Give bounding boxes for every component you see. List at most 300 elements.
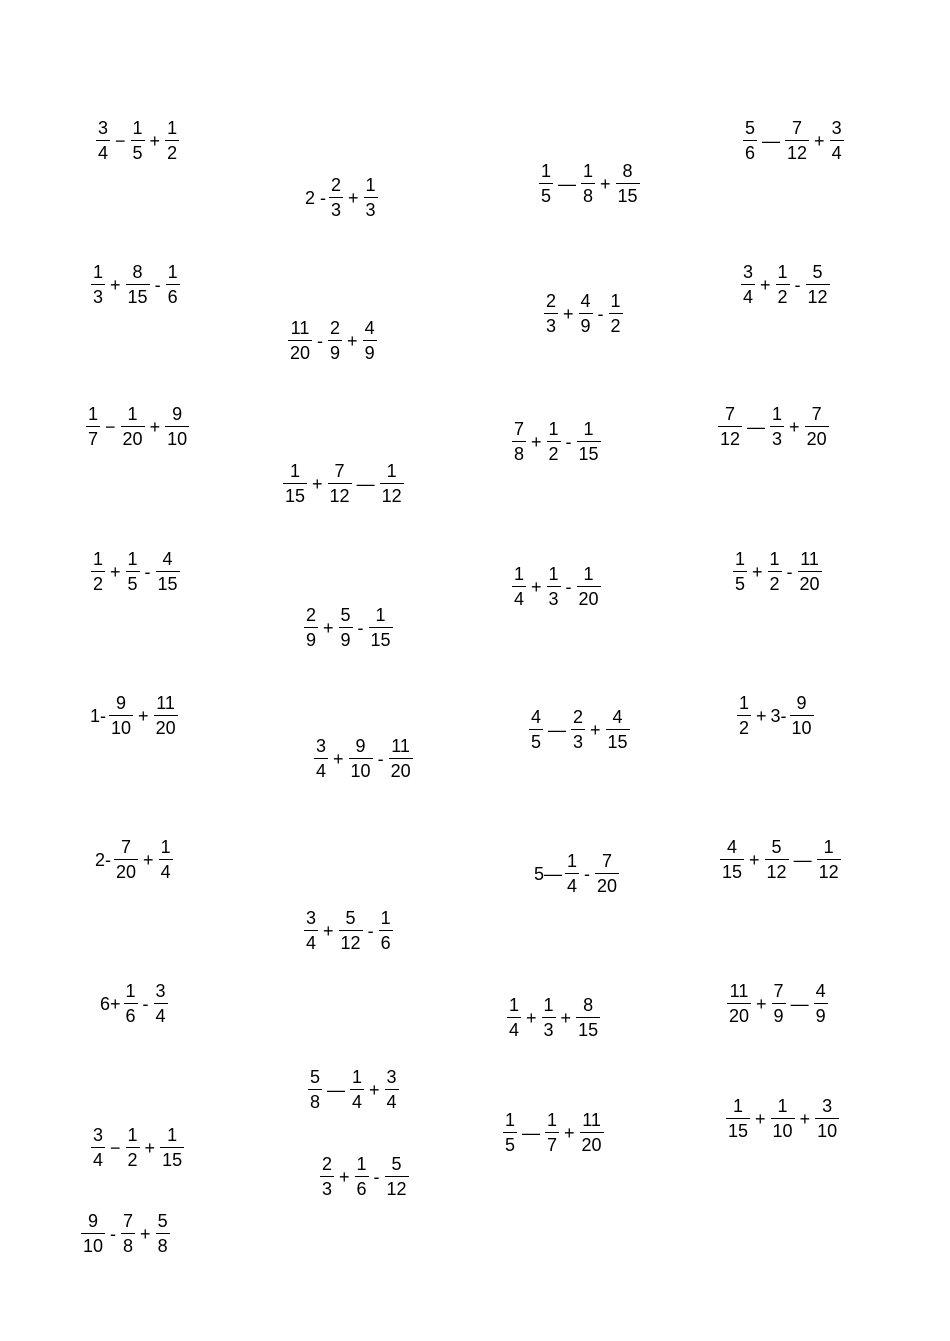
numerator: 8 (622, 161, 633, 181)
denominator: 20 (114, 859, 138, 881)
operator: + (789, 416, 800, 437)
problem-27 (505, 996, 602, 1039)
denominator: 4 (159, 859, 173, 881)
denominator: 4 (314, 758, 328, 780)
fraction (606, 708, 630, 751)
problem-32 (318, 1155, 411, 1198)
denominator: 3 (544, 313, 558, 335)
fraction (355, 1155, 369, 1198)
numerator: 1 (823, 837, 834, 857)
fraction (121, 1212, 135, 1255)
operator: - (367, 920, 374, 941)
operator: − (110, 1137, 121, 1158)
denominator: 8 (121, 1233, 135, 1255)
fraction (166, 263, 180, 306)
fraction (770, 405, 784, 448)
problem-31 (89, 1126, 186, 1169)
numerator: 5 (345, 908, 356, 928)
fraction (385, 1068, 399, 1111)
fraction (577, 565, 601, 608)
numerator: 1 (610, 291, 621, 311)
fraction (577, 420, 601, 463)
operator: - (154, 274, 161, 295)
denominator: 8 (156, 1233, 170, 1255)
problem-28 (306, 1068, 401, 1111)
denominator: 20 (154, 715, 178, 737)
numerator: 2 (546, 291, 557, 311)
numerator: 1 (125, 981, 136, 1001)
denominator: 5 (131, 140, 145, 162)
operator: + (143, 849, 154, 870)
denominator: 10 (815, 1118, 839, 1140)
numerator: 7 (514, 419, 525, 439)
operator: + (756, 993, 767, 1014)
denominator: 6 (355, 1176, 369, 1198)
operator: + (600, 173, 611, 194)
denominator: 20 (121, 426, 145, 448)
fraction (385, 1155, 409, 1198)
fraction (576, 996, 600, 1039)
operator: + (814, 130, 825, 151)
fraction (156, 1212, 170, 1255)
numerator: 2 (306, 605, 317, 625)
fraction (512, 565, 526, 608)
fraction (379, 909, 393, 952)
denominator: 3 (364, 197, 378, 219)
numerator: 5 (812, 262, 823, 282)
operator: - (786, 561, 793, 582)
fraction (579, 292, 593, 335)
problem-21 (94, 838, 175, 881)
operator: − (105, 416, 116, 437)
numerator: 1 (772, 404, 783, 424)
numerator: 9 (796, 693, 807, 713)
operator: - (597, 303, 604, 324)
numerator: 2 (330, 318, 341, 338)
fraction (544, 292, 558, 335)
operator: — (522, 1122, 541, 1143)
problem-11 (510, 420, 603, 463)
numerator: 3 (822, 1096, 833, 1116)
whole-number: 3- (770, 705, 787, 726)
numerator: 1 (132, 118, 143, 138)
operator: — (762, 130, 781, 151)
fraction (389, 737, 413, 780)
denominator: 10 (165, 426, 189, 448)
fraction (790, 694, 814, 737)
numerator: 1 (160, 837, 171, 857)
numerator: 1 (167, 118, 178, 138)
denominator: 15 (283, 483, 307, 505)
fraction (91, 263, 105, 306)
numerator: 1 (127, 1125, 138, 1145)
fraction (785, 119, 809, 162)
fraction (350, 1068, 364, 1111)
fraction (737, 694, 751, 737)
fraction (727, 982, 751, 1025)
whole-number: 5— (534, 863, 563, 884)
denominator: 3 (547, 586, 561, 608)
fraction (814, 982, 828, 1025)
fraction (364, 176, 378, 219)
denominator: 20 (595, 873, 619, 895)
fraction (328, 319, 342, 362)
problem-14 (302, 606, 395, 649)
operator: + (144, 1137, 156, 1158)
denominator: 12 (328, 483, 352, 505)
operator: — (790, 993, 809, 1014)
numerator: 11 (582, 1110, 601, 1130)
numerator: 2 (322, 1154, 333, 1174)
denominator: 2 (547, 441, 561, 463)
numerator: 1 (583, 161, 594, 181)
fraction (314, 737, 328, 780)
denominator: 8 (581, 183, 595, 205)
denominator: 9 (328, 340, 342, 362)
denominator: 10 (349, 758, 373, 780)
denominator: 20 (389, 758, 413, 780)
denominator: 12 (385, 1176, 409, 1198)
problem-5 (89, 263, 182, 306)
operator: - (142, 993, 149, 1014)
numerator: 5 (340, 605, 351, 625)
operator: + (347, 330, 358, 351)
fraction (743, 119, 757, 162)
denominator: 7 (86, 426, 100, 448)
fraction (288, 319, 312, 362)
whole-number: 1- (90, 705, 107, 726)
whole-number: 6+ (100, 993, 121, 1014)
fraction (320, 1155, 334, 1198)
fraction (363, 319, 377, 362)
numerator: 5 (391, 1154, 402, 1174)
numerator: 1 (547, 1110, 558, 1130)
operator: + (531, 576, 542, 597)
numerator: 1 (514, 564, 525, 584)
operator: - (565, 431, 572, 452)
denominator: 20 (288, 340, 312, 362)
problem-3 (537, 162, 642, 205)
operator: + (560, 1007, 572, 1028)
numerator: 7 (792, 118, 803, 138)
fraction (126, 263, 150, 306)
denominator: 12 (718, 426, 742, 448)
fraction (86, 405, 100, 448)
numerator: 1 (88, 404, 99, 424)
numerator: 7 (811, 404, 822, 424)
denominator: 12 (806, 284, 830, 306)
problem-26 (725, 982, 830, 1025)
fraction (512, 420, 526, 463)
operator: + (110, 561, 121, 582)
fraction (718, 405, 742, 448)
numerator: 1 (583, 564, 594, 584)
whole-number: 2- (95, 849, 112, 870)
operator: + (755, 1108, 766, 1129)
problem-4 (741, 119, 846, 162)
operator: - (373, 1166, 380, 1187)
numerator: 1 (93, 262, 104, 282)
fraction (609, 292, 623, 335)
denominator: 15 (369, 627, 393, 649)
numerator: 1 (583, 419, 594, 439)
fraction (339, 909, 363, 952)
fraction (154, 694, 178, 737)
problem-22 (533, 852, 621, 895)
denominator: 2 (776, 284, 790, 306)
fraction (772, 982, 786, 1025)
numerator: 7 (725, 404, 736, 424)
operator: — (558, 173, 577, 194)
fraction (529, 708, 543, 751)
numerator: 11 (800, 549, 819, 569)
problem-7 (542, 292, 625, 335)
fraction (616, 162, 640, 205)
numerator: 11 (729, 981, 749, 1001)
numerator: 4 (580, 291, 591, 311)
denominator: 20 (727, 1003, 751, 1025)
numerator: 11 (290, 318, 310, 338)
denominator: 12 (380, 483, 404, 505)
operator: - (377, 748, 384, 769)
numerator: 5 (771, 837, 782, 857)
denominator: 3 (329, 197, 343, 219)
denominator: 3 (770, 426, 784, 448)
problem-19 (527, 708, 632, 751)
fraction (114, 838, 138, 881)
fraction (507, 996, 521, 1039)
numerator: 1 (733, 1096, 744, 1116)
numerator: 1 (739, 693, 750, 713)
fraction (539, 162, 553, 205)
numerator: 7 (121, 837, 132, 857)
denominator: 20 (798, 571, 822, 593)
denominator: 12 (785, 140, 809, 162)
denominator: 4 (385, 1089, 399, 1111)
fraction (581, 162, 595, 205)
fraction (349, 737, 373, 780)
numerator: 3 (155, 981, 166, 1001)
denominator: 9 (814, 1003, 828, 1025)
denominator: 4 (741, 284, 755, 306)
fraction (545, 1111, 559, 1154)
denominator: 20 (805, 426, 829, 448)
operator: + (348, 187, 359, 208)
denominator: 15 (577, 441, 601, 463)
fraction (124, 982, 138, 1025)
numerator: 5 (157, 1211, 168, 1231)
fraction (154, 982, 168, 1025)
fraction (805, 405, 829, 448)
numerator: 7 (123, 1211, 134, 1231)
operator: — (327, 1079, 346, 1100)
operator: + (526, 1007, 537, 1028)
numerator: 1 (543, 995, 554, 1015)
numerator: 1 (167, 1125, 178, 1145)
problem-12 (716, 405, 831, 448)
operator: + (531, 431, 542, 452)
denominator: 4 (512, 586, 526, 608)
operator: - (317, 330, 324, 351)
numerator: 8 (132, 262, 143, 282)
numerator: 3 (316, 736, 327, 756)
fraction (126, 1126, 140, 1169)
fraction (339, 606, 353, 649)
numerator: 2 (331, 175, 342, 195)
fraction (121, 405, 145, 448)
fraction (159, 838, 173, 881)
operator: — (747, 416, 766, 437)
fraction (96, 119, 110, 162)
numerator: 1 (375, 605, 386, 625)
denominator: 7 (545, 1132, 559, 1154)
denominator: 12 (817, 859, 841, 881)
denominator: 4 (565, 873, 579, 895)
operator: + (590, 719, 601, 740)
numerator: 7 (334, 461, 345, 481)
numerator: 1 (777, 262, 788, 282)
denominator: 15 (576, 1017, 600, 1039)
numerator: 4 (815, 981, 826, 1001)
problem-17 (89, 694, 180, 737)
numerator: 1 (127, 549, 138, 569)
fraction (771, 1097, 795, 1140)
denominator: 4 (91, 1147, 105, 1169)
fraction (765, 838, 789, 881)
fraction (830, 119, 844, 162)
operator: - (565, 576, 572, 597)
problem-9 (84, 405, 191, 448)
numerator: 3 (93, 1125, 104, 1145)
numerator: 1 (386, 461, 397, 481)
fraction (733, 550, 747, 593)
problem-2 (304, 176, 380, 219)
fraction (817, 838, 841, 881)
numerator: 1 (509, 995, 520, 1015)
denominator: 4 (830, 140, 844, 162)
denominator: 4 (96, 140, 110, 162)
fraction (160, 1126, 184, 1169)
denominator: 8 (308, 1089, 322, 1111)
problem-16 (731, 550, 824, 593)
denominator: 4 (154, 1003, 168, 1025)
denominator: 6 (166, 284, 180, 306)
numerator: 1 (167, 262, 178, 282)
denominator: 2 (768, 571, 782, 593)
operator: − (115, 130, 126, 151)
operator: + (149, 416, 161, 437)
fraction (503, 1111, 517, 1154)
numerator: 4 (612, 707, 623, 727)
fraction (547, 420, 561, 463)
fraction (815, 1097, 839, 1140)
denominator: 9 (304, 627, 318, 649)
fraction (726, 1097, 750, 1140)
denominator: 15 (156, 571, 180, 593)
numerator: 1 (356, 1154, 367, 1174)
numerator: 7 (773, 981, 784, 1001)
problem-25 (99, 982, 170, 1025)
operator: + (149, 130, 161, 151)
fraction (768, 550, 782, 593)
problem-23 (718, 838, 843, 881)
fraction (308, 1068, 322, 1111)
fraction (91, 550, 105, 593)
numerator: 1 (380, 908, 391, 928)
operator: + (564, 1122, 575, 1143)
numerator: 9 (172, 404, 183, 424)
fraction (126, 550, 140, 593)
denominator: 12 (765, 859, 789, 881)
denominator: 20 (577, 586, 601, 608)
denominator: 5 (503, 1132, 517, 1154)
fraction (380, 462, 404, 505)
operator: - (110, 1223, 117, 1244)
fraction (283, 462, 307, 505)
problem-13 (89, 550, 182, 593)
operator: — (356, 473, 375, 494)
operator: + (749, 849, 760, 870)
numerator: 3 (98, 118, 109, 138)
denominator: 5 (529, 729, 543, 751)
denominator: 10 (771, 1118, 795, 1140)
numerator: 1 (735, 549, 746, 569)
denominator: 15 (606, 729, 630, 751)
operator: + (369, 1079, 380, 1100)
denominator: 3 (571, 729, 585, 751)
denominator: 9 (579, 313, 593, 335)
denominator: 3 (542, 1017, 556, 1039)
fraction (165, 405, 189, 448)
denominator: 3 (91, 284, 105, 306)
fraction (369, 606, 393, 649)
operator: + (799, 1108, 811, 1129)
operator: - (144, 561, 151, 582)
denominator: 2 (91, 571, 105, 593)
operator: + (563, 303, 574, 324)
denominator: 12 (339, 930, 363, 952)
denominator: 6 (379, 930, 393, 952)
operator: + (339, 1166, 350, 1187)
problem-33 (79, 1212, 172, 1255)
numerator: 4 (531, 707, 542, 727)
denominator: 9 (772, 1003, 786, 1025)
denominator: 2 (165, 140, 179, 162)
operator: - (357, 617, 364, 638)
numerator: 1 (541, 161, 552, 181)
numerator: 3 (831, 118, 842, 138)
problem-15 (510, 565, 603, 608)
numerator: 1 (769, 549, 780, 569)
problem-1 (94, 119, 181, 162)
operator: — (548, 719, 567, 740)
numerator: 11 (156, 693, 175, 713)
operator: + (323, 920, 334, 941)
numerator: 1 (548, 564, 559, 584)
numerator: 1 (93, 549, 104, 569)
denominator: 10 (81, 1233, 105, 1255)
fraction (580, 1111, 604, 1154)
operator: + (110, 274, 121, 295)
denominator: 20 (580, 1132, 604, 1154)
fraction (806, 263, 830, 306)
numerator: 2 (573, 707, 584, 727)
denominator: 5 (126, 571, 140, 593)
operator: + (323, 617, 334, 638)
denominator: 3 (320, 1176, 334, 1198)
numerator: 3 (386, 1067, 397, 1087)
denominator: 2 (737, 715, 751, 737)
